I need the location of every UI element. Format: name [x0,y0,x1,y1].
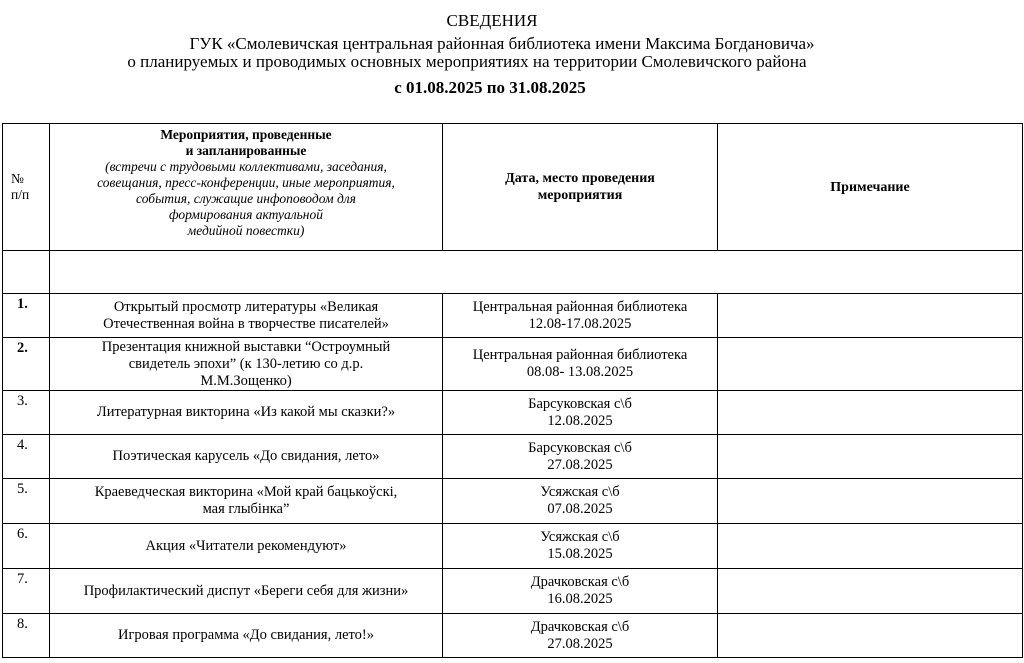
event-title: Профилактический диспут «Береги себя для жизни» [50,569,443,614]
event-note [718,294,1023,338]
organization-name: ГУК «Смолевичская центральная районная библиотека имени Максима Богдановича» [189,34,815,53]
event-date-place: Барсуковская с\б 27.08.2025 [443,435,718,479]
column-header-events: Мероприятия, проведенные и запланированные (встречи с трудовыми коллективами, заседания, совещания, пресс-конференции, иные мероприятия, события, служащие инфоповодом для формирования актуальной медийной повестки) [50,124,443,251]
table-header-row [3,124,1023,251]
event-title: Презентация книжной выставки “Остроумный свидетель эпохи” (к 130-летию со д.р. М.М.Зощенко) [50,338,443,391]
table-row [3,294,1023,338]
event-title: Открытый просмотр литературы «Великая Отечественная война в творчестве писателей» [50,294,443,338]
table-row [3,391,1023,435]
event-note [718,338,1023,391]
event-note [718,391,1023,435]
event-title: Краеведческая викторина «Мой край бацькоўскі, мая глыбінка” [50,479,443,524]
event-note [718,569,1023,614]
event-date-place: Драчковская с\б 27.08.2025 [443,614,718,658]
event-date-place: Драчковская с\б 16.08.2025 [443,569,718,614]
row-number: 7. [3,569,50,614]
column-header-number: № п/п [3,124,50,251]
event-note [718,435,1023,479]
event-title: Литературная викторина «Из какой мы сказки?» [50,391,443,435]
row-number: 6. [3,524,50,569]
document-title: СВЕДЕНИЯ [446,11,538,30]
event-note [718,524,1023,569]
table-row [3,614,1023,658]
row-number: 5. [3,479,50,524]
document-subtitle: о планируемых и проводимых основных мероприятиях на территории Смолевичского района [127,52,807,71]
event-date-place: Усяжская с\б 07.08.2025 [443,479,718,524]
column-header-note: Примечание [718,124,1023,251]
event-title: Акция «Читатели рекомендуют» [50,524,443,569]
event-title: Игровая программа «До свидания, лето!» [50,614,443,658]
event-date-place: Центральная районная библиотека 12.08-17.08.2025 [443,294,718,338]
row-number: 4. [3,435,50,479]
events-table [2,123,1023,658]
event-date-place: Барсуковская с\б 12.08.2025 [443,391,718,435]
table-empty-row [3,251,1023,294]
table-row [3,479,1023,524]
table-row [3,338,1023,391]
reporting-period: с 01.08.2025 по 31.08.2025 [394,78,586,97]
column-header-date-place: Дата, место проведения мероприятия [443,124,718,251]
event-date-place: Усяжская с\б 15.08.2025 [443,524,718,569]
row-number: 1. [3,294,50,338]
table-row [3,524,1023,569]
row-number: 8. [3,614,50,658]
event-note [718,479,1023,524]
table-row [3,569,1023,614]
event-note [718,614,1023,658]
row-number: 2. [3,338,50,391]
event-date-place: Центральная районная библиотека 08.08- 13.08.2025 [443,338,718,391]
event-title: Поэтическая карусель «До свидания, лето» [50,435,443,479]
table-row [3,435,1023,479]
row-number: 3. [3,391,50,435]
